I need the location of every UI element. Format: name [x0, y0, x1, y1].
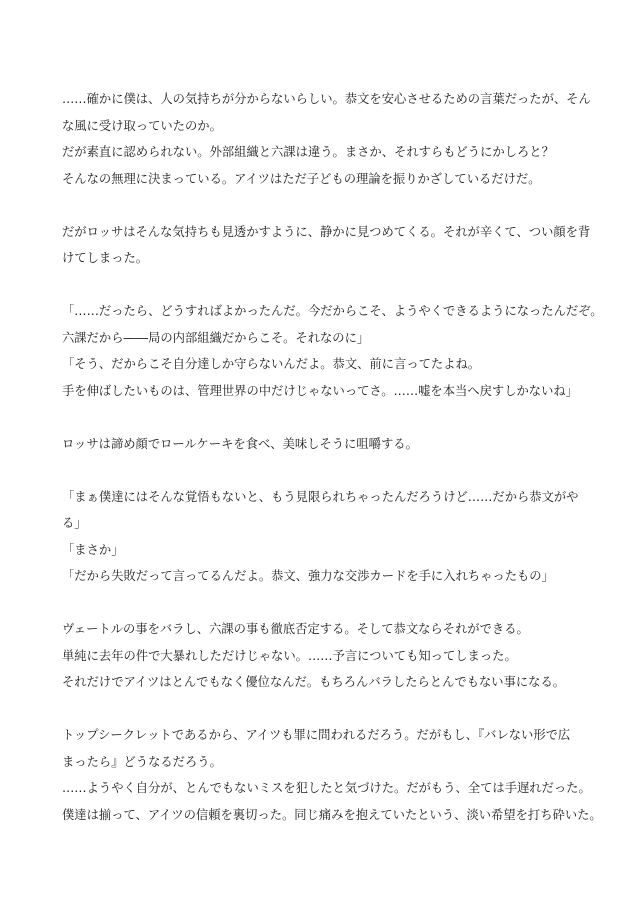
text-line: 「まさか」	[62, 542, 124, 557]
text-line: けてしまった。	[62, 251, 149, 265]
text-line: まったら』どうなるだろう。	[62, 754, 222, 769]
text-line: そんなの無理に決まっている。アイツはただ子どもの理論を振りかざしているだけだ。	[62, 171, 541, 186]
text-line: 「……だったら、どうすればよかったんだ。今だからこそ、ようやくできるようになったんだぞ。	[62, 304, 603, 318]
text-line: 「そう、だからこそ自分達しか守らないんだよ。恭文、前に言ってたよね。	[62, 357, 481, 371]
paragraph-gap	[62, 457, 582, 484]
text-line: 手を伸ばしたいものは、管理世界の中だけじゃないってさ。……嘘を本当へ戻すしかないね」	[62, 383, 578, 398]
paragraph	[62, 431, 582, 458]
text-line: 僕達は揃って、アイツの信頼を裏切った。同じ痛みを抱えていたという、淡い希望を打ち砕いた。	[62, 807, 602, 822]
text-line: 単純に去年の件で大暴れしただけじゃない。……予言についても知ってしまった。	[62, 648, 517, 663]
text-line: だが素直に認められない。外部組織と六課は違う。まさか、それすらもどうにかしろと？	[62, 145, 554, 159]
text-line: ロッサは諦め顔でロールケーキを食べ、美味しそうに咀嚼する。	[62, 436, 418, 451]
paragraph	[62, 616, 582, 696]
text-line: それだけでアイツはとんでもなく優位なんだ。もちろんバラしたらとんでもない事になる。	[62, 675, 566, 689]
paragraph	[62, 484, 582, 590]
text-line: だがロッサはそんな気持ちも見透かすように、静かに見つめてくる。それが辛くて、つい顔を背	[62, 224, 591, 239]
paragraph-gap	[62, 192, 582, 219]
text-line: ヴェートルの事をバラし、六課の事も徹底否定する。そして恭文ならそれができる。	[62, 622, 529, 636]
paragraph-gap	[62, 696, 582, 723]
paragraph	[62, 298, 603, 404]
text-line: 「だから失敗だって言ってるんだよ。恭文、強力な交渉カードを手に入れちゃったもの」	[62, 569, 554, 583]
text-line: な風に受け取っていたのか。	[62, 118, 222, 133]
paragraph-gap	[62, 272, 582, 299]
paragraph	[62, 86, 591, 192]
paragraph	[62, 722, 602, 828]
text-line: トップシークレットであるから、アイツも罪に問われるだろう。だがもし、『バレない形で広	[62, 728, 571, 742]
text-line: る」	[62, 516, 87, 530]
text-line: ……ようやく自分が、とんでもないミスを犯したと気づけた。だがもう、全ては手遅れだった。	[62, 781, 591, 795]
paragraph	[62, 219, 591, 272]
paragraph-gap	[62, 590, 582, 617]
body-text	[62, 86, 603, 828]
paragraph-gap	[62, 404, 582, 431]
text-line: ……確かに僕は、人の気持ちが分からないらしい。恭文を安心させるための言葉だったが、そん	[62, 92, 591, 106]
text-line: 「まぁ僕達にはそんな覚悟もないと、もう見限られちゃったんだろうけど……だから恭文がや	[62, 489, 579, 504]
text-line: 六課だから――局の内部組織だからこそ。それなのに」	[62, 330, 370, 345]
